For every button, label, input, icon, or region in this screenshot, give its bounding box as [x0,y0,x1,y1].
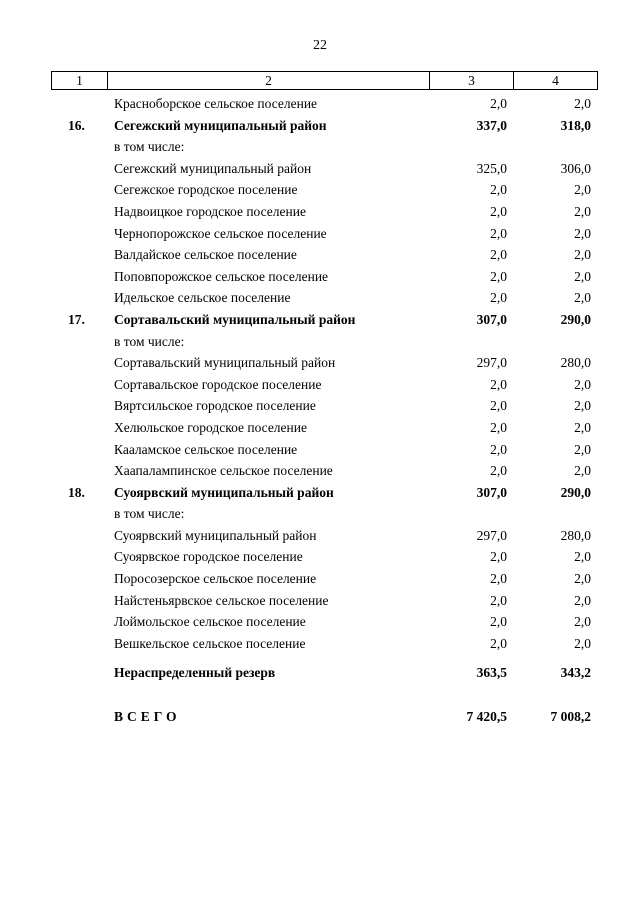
table-row [51,633,597,655]
row-col-4 [513,136,597,158]
row-number: 18. [68,484,85,500]
row-col-3: 2,0 [490,592,507,608]
row-number [51,158,107,180]
row-number [51,352,107,374]
table-row [51,115,597,137]
table-header [51,71,598,90]
row-number [51,136,107,158]
row-col-3: 2,0 [490,419,507,435]
row-col-4 [513,503,597,525]
reserve-name: Нераспределенный резерв [114,665,276,681]
header-col-3: 3 [430,72,514,90]
row-name: Чернопорожское сельское поселение [114,225,327,241]
row-name: Вяртсильское городское поселение [114,398,316,414]
row-col-4: 306,0 [560,160,591,176]
row-col-3 [429,136,513,158]
row-number [51,201,107,223]
header-col-2: 2 [108,72,430,90]
row-name: Сегежский муниципальный район [114,117,327,133]
row-col-4: 318,0 [560,117,591,133]
row-col-4: 2,0 [574,247,591,263]
row-col-3: 2,0 [490,376,507,392]
row-col-4: 280,0 [560,355,591,371]
table-row [51,223,597,245]
table-row [51,460,597,482]
row-col-3: 337,0 [476,117,507,133]
total-row [51,706,597,728]
table-row [51,244,597,266]
table-body [51,93,597,728]
table-row [51,525,597,547]
row-number: 17. [68,311,85,327]
row-number [51,611,107,633]
row-col-3: 307,0 [476,311,507,327]
row-name: Надвоицкое городское поселение [114,203,306,219]
row-number [51,395,107,417]
header-col-4: 4 [514,72,598,90]
row-number [51,568,107,590]
table-row [51,546,597,568]
row-number [51,460,107,482]
table-row [51,179,597,201]
row-col-3: 2,0 [490,290,507,306]
row-number [51,417,107,439]
row-name: Сортавальский муниципальный район [114,311,356,327]
row-number: 16. [68,117,85,133]
row-col-3: 2,0 [490,463,507,479]
table-row [51,136,597,158]
row-name: Хелюльское городское поселение [114,419,307,435]
total-name: ВСЕГО [114,709,181,725]
page-number: 22 [313,38,327,53]
row-name: Поросозерское сельское поселение [114,571,317,587]
table-row [51,611,597,633]
row-number [51,93,107,115]
row-number [51,503,107,525]
row-name: Красноборское сельское поселение [114,96,318,111]
row-number [51,525,107,547]
row-name: в том числе: [114,506,185,522]
row-col-3: 2,0 [490,398,507,414]
row-col-4: 2,0 [574,268,591,284]
row-number [51,223,107,245]
row-col-3: 2,0 [490,549,507,565]
row-name: Идельское сельское поселение [114,290,291,306]
row-col-4: 2,0 [574,419,591,435]
row-number [51,439,107,461]
row-col-3 [429,331,513,353]
table-row [51,287,597,309]
row-col-4: 280,0 [560,527,591,543]
reserve-col-4: 343,2 [560,665,591,681]
header-col-1: 1 [52,72,108,90]
row-col-3: 2,0 [490,571,507,587]
row-col-4: 290,0 [560,484,591,500]
row-number [51,590,107,612]
row-name: Сортавальский муниципальный район [114,355,336,371]
row-col-4: 2,0 [574,549,591,565]
row-col-4: 2,0 [574,290,591,306]
table-row [51,266,597,288]
row-name: Лоймольское сельское поселение [114,614,306,630]
total-col-3: 7 420,5 [466,709,507,725]
row-name: Сортавальское городское поселение [114,376,322,392]
table-row [51,568,597,590]
row-col-4 [513,331,597,353]
row-number [51,287,107,309]
row-number [51,266,107,288]
row-col-4: 2,0 [574,463,591,479]
row-name: Сегежский муниципальный район [114,160,312,176]
row-col-3: 297,0 [476,355,507,371]
row-name: Валдайское сельское поселение [114,247,297,263]
table-row [51,439,597,461]
table-row [51,374,597,396]
row-col-4: 2,0 [574,592,591,608]
row-col-4: 2,0 [574,441,591,457]
table-row [51,352,597,374]
row-name: Суоярвский муниципальный район [114,484,334,500]
row-col-4: 2,0 [574,225,591,241]
table-row [51,590,597,612]
table-row [51,417,597,439]
row-col-4: 2,0 [574,614,591,630]
table-row [51,158,597,180]
row-name: Сегежское городское поселение [114,182,298,198]
row-col-3 [429,503,513,525]
row-number [51,633,107,655]
row-col-4: 2,0 [574,571,591,587]
row-number [51,244,107,266]
table-row [51,201,597,223]
row-col-4: 2,0 [574,96,591,111]
row-number [51,331,107,353]
row-col-4: 2,0 [574,376,591,392]
row-col-3: 2,0 [490,182,507,198]
row-col-4: 290,0 [560,311,591,327]
row-name: Найстеньярвское сельское поселение [114,592,329,608]
row-col-3: 2,0 [490,96,507,111]
row-col-3: 2,0 [490,635,507,651]
row-col-3: 2,0 [490,614,507,630]
row-name: Кааламское сельское поселение [114,441,298,457]
row-col-4: 2,0 [574,635,591,651]
row-number [51,546,107,568]
row-col-4: 2,0 [574,398,591,414]
table-row [51,395,597,417]
row-col-3: 297,0 [476,527,507,543]
row-col-3: 2,0 [490,203,507,219]
row-name: в том числе: [114,139,185,155]
total-col-4: 7 008,2 [550,709,591,725]
row-col-3: 325,0 [476,160,507,176]
row-name: Суоярвский муниципальный район [114,527,317,543]
row-name: Суоярвское городское поселение [114,549,303,565]
table-row [51,309,597,331]
row-col-3: 2,0 [490,441,507,457]
row-number [51,374,107,396]
row-name: в том числе: [114,333,185,349]
row-col-3: 2,0 [490,268,507,284]
row-col-3: 2,0 [490,247,507,263]
table-row [51,503,597,525]
reserve-row [51,662,597,684]
table-row [51,93,597,115]
row-number [51,179,107,201]
row-col-4: 2,0 [574,182,591,198]
row-name: Поповпорожское сельское поселение [114,268,329,284]
row-col-3: 2,0 [490,225,507,241]
row-name: Хаапалампинское сельское поселение [114,463,333,479]
row-col-4: 2,0 [574,203,591,219]
row-name: Вешкельское сельское поселение [114,635,306,651]
row-col-3: 307,0 [476,484,507,500]
reserve-col-3: 363,5 [476,665,507,681]
table-row [51,482,597,504]
table-row [51,331,597,353]
